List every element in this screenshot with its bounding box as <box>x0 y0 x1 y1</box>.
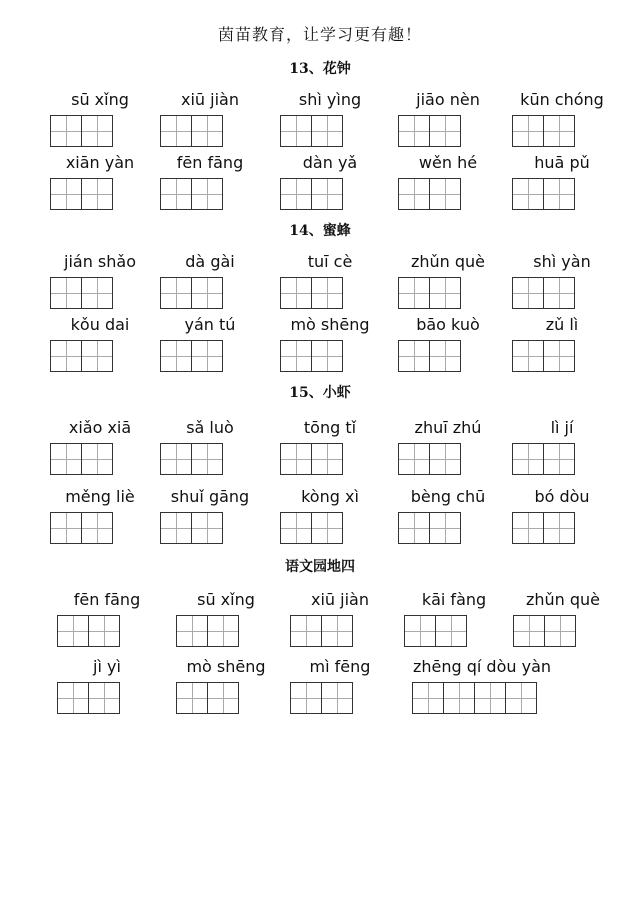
writing-grid <box>160 443 223 475</box>
pinyin-label: zhēng qí dòu yàn <box>412 657 552 676</box>
pinyin-label: fēn fāng <box>176 153 244 172</box>
tianzige-cell[interactable] <box>505 682 537 714</box>
tianzige-cell[interactable] <box>311 340 343 372</box>
pinyin-label: kūn chóng <box>520 90 604 109</box>
tianzige-cell[interactable] <box>160 115 192 147</box>
pinyin-label: bāo kuò <box>416 315 480 334</box>
tianzige-cell[interactable] <box>280 277 312 309</box>
tianzige-cell[interactable] <box>543 443 575 475</box>
tianzige-cell[interactable] <box>443 682 475 714</box>
tianzige-cell[interactable] <box>321 615 353 647</box>
tianzige-cell[interactable] <box>429 115 461 147</box>
writing-grid <box>280 512 343 544</box>
tianzige-cell[interactable] <box>512 277 544 309</box>
tianzige-cell[interactable] <box>88 682 120 714</box>
pinyin-label: sū xǐng <box>71 90 129 109</box>
pinyin-label: mò shēng <box>186 657 266 676</box>
pinyin-label: fēn fāng <box>73 590 141 609</box>
tianzige-cell[interactable] <box>543 512 575 544</box>
pinyin-label: tōng tǐ <box>303 418 357 437</box>
writing-grid <box>512 115 575 147</box>
writing-grid <box>160 340 223 372</box>
writing-grid <box>280 115 343 147</box>
tianzige-cell[interactable] <box>81 340 113 372</box>
tianzige-cell[interactable] <box>398 512 430 544</box>
tianzige-cell[interactable] <box>81 178 113 210</box>
tianzige-cell[interactable] <box>207 615 239 647</box>
pinyin-label: jiāo nèn <box>416 90 480 109</box>
tianzige-cell[interactable] <box>81 277 113 309</box>
pinyin-label: zhǔn què <box>410 252 486 271</box>
tianzige-cell[interactable] <box>512 443 544 475</box>
tianzige-cell[interactable] <box>321 682 353 714</box>
tianzige-cell[interactable] <box>429 277 461 309</box>
tianzige-cell[interactable] <box>50 178 82 210</box>
writing-grid <box>404 615 467 647</box>
pinyin-label: kāi fàng <box>421 590 487 609</box>
tianzige-cell[interactable] <box>398 115 430 147</box>
tianzige-cell[interactable] <box>398 443 430 475</box>
tianzige-cell[interactable] <box>412 682 444 714</box>
writing-grid <box>398 340 461 372</box>
writing-grid <box>512 178 575 210</box>
tianzige-cell[interactable] <box>404 615 436 647</box>
tianzige-cell[interactable] <box>311 115 343 147</box>
tianzige-cell[interactable] <box>160 340 192 372</box>
writing-grid <box>398 443 461 475</box>
pinyin-label: měng liè <box>65 487 135 506</box>
tianzige-cell[interactable] <box>280 340 312 372</box>
tianzige-cell[interactable] <box>280 115 312 147</box>
tianzige-cell[interactable] <box>311 277 343 309</box>
tianzige-cell[interactable] <box>311 178 343 210</box>
section-title: 语文园地四 <box>285 559 355 575</box>
pinyin-label: jì yì <box>93 657 121 676</box>
tianzige-cell[interactable] <box>160 277 192 309</box>
pinyin-label: bó dòu <box>534 487 590 506</box>
writing-grid <box>160 115 223 147</box>
pinyin-label: zhuī zhú <box>414 418 482 437</box>
tianzige-cell[interactable] <box>311 443 343 475</box>
tianzige-cell[interactable] <box>512 340 544 372</box>
tianzige-cell[interactable] <box>280 512 312 544</box>
tianzige-cell[interactable] <box>280 443 312 475</box>
tianzige-cell[interactable] <box>160 178 192 210</box>
section-title: 13、花钟 <box>289 61 351 77</box>
section-title: 15、小虾 <box>289 385 351 401</box>
tianzige-cell[interactable] <box>50 340 82 372</box>
tianzige-cell[interactable] <box>543 340 575 372</box>
tianzige-cell[interactable] <box>176 682 208 714</box>
writing-grid <box>50 178 113 210</box>
writing-grid <box>50 340 113 372</box>
pinyin-label: kòng xì <box>301 487 359 506</box>
tianzige-cell[interactable] <box>50 443 82 475</box>
writing-grid <box>57 682 120 714</box>
writing-grid <box>412 682 537 714</box>
pinyin-label: xiū jiàn <box>311 590 369 609</box>
tianzige-cell[interactable] <box>81 512 113 544</box>
writing-grid <box>512 340 575 372</box>
tianzige-cell[interactable] <box>429 512 461 544</box>
writing-grid <box>57 615 120 647</box>
tianzige-cell[interactable] <box>191 277 223 309</box>
writing-grid <box>398 277 461 309</box>
pinyin-label: shì yàn <box>533 252 591 271</box>
pinyin-label: xiǎo xiā <box>68 418 132 437</box>
tianzige-cell[interactable] <box>513 615 545 647</box>
pinyin-label: jián shǎo <box>64 252 136 271</box>
tianzige-cell[interactable] <box>191 178 223 210</box>
pinyin-label: sū xǐng <box>197 590 255 609</box>
pinyin-label: zǔ lì <box>545 315 579 334</box>
tianzige-cell[interactable] <box>57 682 89 714</box>
tianzige-cell[interactable] <box>290 615 322 647</box>
tianzige-cell[interactable] <box>50 277 82 309</box>
pinyin-label: dà gài <box>185 252 235 271</box>
pinyin-label: xiān yàn <box>65 153 135 172</box>
writing-grid <box>176 615 239 647</box>
writing-grid <box>290 682 353 714</box>
tianzige-cell[interactable] <box>544 615 576 647</box>
writing-grid <box>398 178 461 210</box>
tianzige-cell[interactable] <box>398 277 430 309</box>
pinyin-label: tuī cè <box>307 252 353 271</box>
pinyin-label: mò shēng <box>290 315 370 334</box>
writing-grid <box>280 443 343 475</box>
writing-grid <box>280 340 343 372</box>
pinyin-label: mì fēng <box>309 657 371 676</box>
writing-grid <box>50 277 113 309</box>
tianzige-cell[interactable] <box>207 682 239 714</box>
pinyin-label: bèng chū <box>410 487 486 506</box>
tianzige-cell[interactable] <box>543 277 575 309</box>
writing-grid <box>398 115 461 147</box>
page-header: 茵苗教育，让学习更有趣！ <box>217 25 422 44</box>
pinyin-label: xiū jiàn <box>181 90 239 109</box>
writing-grid <box>398 512 461 544</box>
tianzige-cell[interactable] <box>429 178 461 210</box>
tianzige-cell[interactable] <box>176 615 208 647</box>
tianzige-cell[interactable] <box>191 340 223 372</box>
tianzige-cell[interactable] <box>398 340 430 372</box>
tianzige-cell[interactable] <box>191 115 223 147</box>
pinyin-label: zhǔn què <box>525 590 601 609</box>
tianzige-cell[interactable] <box>50 115 82 147</box>
pinyin-label: lì jí <box>550 418 574 437</box>
writing-grid <box>513 615 576 647</box>
tianzige-cell[interactable] <box>398 178 430 210</box>
writing-grid <box>280 277 343 309</box>
tianzige-cell[interactable] <box>290 682 322 714</box>
tianzige-cell[interactable] <box>543 115 575 147</box>
pinyin-label: dàn yǎ <box>302 153 358 172</box>
tianzige-cell[interactable] <box>160 512 192 544</box>
writing-grid <box>50 115 113 147</box>
writing-grid <box>280 178 343 210</box>
writing-grid <box>512 277 575 309</box>
tianzige-cell[interactable] <box>429 340 461 372</box>
tianzige-cell[interactable] <box>435 615 467 647</box>
writing-grid <box>512 512 575 544</box>
tianzige-cell[interactable] <box>81 115 113 147</box>
pinyin-label: shì yìng <box>298 90 362 109</box>
tianzige-cell[interactable] <box>160 443 192 475</box>
pinyin-label: kǒu dai <box>70 315 130 334</box>
pinyin-label: sǎ luò <box>186 418 234 437</box>
tianzige-cell[interactable] <box>81 443 113 475</box>
tianzige-cell[interactable] <box>474 682 506 714</box>
writing-grid <box>160 178 223 210</box>
pinyin-label: huā pǔ <box>534 153 590 172</box>
writing-grid <box>50 443 113 475</box>
tianzige-cell[interactable] <box>512 512 544 544</box>
pinyin-label: wěn hé <box>418 153 478 172</box>
tianzige-cell[interactable] <box>512 115 544 147</box>
writing-grid <box>176 682 239 714</box>
tianzige-cell[interactable] <box>191 443 223 475</box>
tianzige-cell[interactable] <box>50 512 82 544</box>
tianzige-cell[interactable] <box>88 615 120 647</box>
section-title: 14、蜜蜂 <box>289 223 351 239</box>
tianzige-cell[interactable] <box>280 178 312 210</box>
tianzige-cell[interactable] <box>543 178 575 210</box>
tianzige-cell[interactable] <box>429 443 461 475</box>
pinyin-label: shuǐ gāng <box>170 487 250 506</box>
tianzige-cell[interactable] <box>512 178 544 210</box>
tianzige-cell[interactable] <box>57 615 89 647</box>
writing-grid <box>290 615 353 647</box>
tianzige-cell[interactable] <box>191 512 223 544</box>
writing-grid <box>160 512 223 544</box>
pinyin-label: yán tú <box>184 315 236 334</box>
writing-grid <box>50 512 113 544</box>
writing-grid <box>160 277 223 309</box>
tianzige-cell[interactable] <box>311 512 343 544</box>
writing-grid <box>512 443 575 475</box>
